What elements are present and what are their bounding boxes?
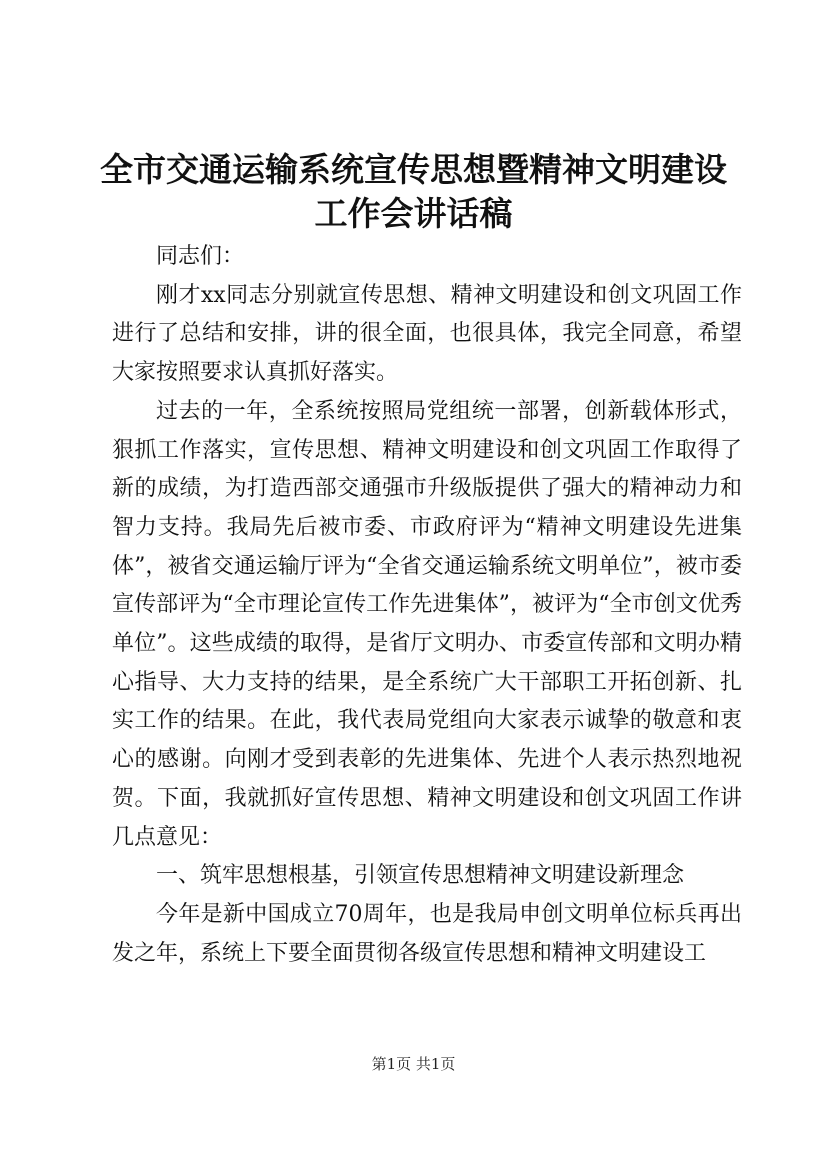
document-title: 全市交通运输系统宣传思想暨精神文明建设工作会讲话稿 [100, 150, 727, 233]
document-body [112, 238, 742, 973]
paragraph-2: 过去的一年，全系统按照局党组统一部署，创新载体形式，狠抓工作落实，宣传思想、精神文明建设和创文巩固工作取得了新的成绩，为打造西部交通强市升级版提供了强大的精神动力和智力支持。我局先后被市委、市政府评为“精神文明建设先进集体”，被省交通运输厅评为“全省交通运输系统文明单位”，被市委宣传部评为“全市理论宣传工作先进集体”，被评为“全市创文优秀单位”。这些成绩的取得，是省厅文明办、市委宣传部和文明办精心指导、大力支持的结果，是全系统广大干部职工开拓创新、扎实工作的结果。在此，我代表局党组向大家表示诚挚的敬意和衷心的感谢。向刚才受到表彰的先进集体、先进个人表示热烈地祝贺。下面，我就抓好宣传思想、精神文明建设和创文巩固工作讲几点意见： [112, 398, 742, 850]
section-heading-1: 一、筑牢思想根基，引领宣传思想精神文明建设新理念 [156, 863, 685, 889]
paragraph-3: 今年是新中国成立70周年，也是我局申创文明单位标兵再出发之年，系统上下要全面贯彻各级宣传思想和精神文明建设工 [112, 901, 742, 966]
paragraph-1: 刚才xx同志分别就宣传思想、精神文明建设和创文巩固工作进行了总结和安排，讲的很全面，也很具体，我完全同意，希望大家按照要求认真抓好落实。 [112, 282, 742, 386]
page-footer: 第1页 共1页 [371, 1055, 456, 1073]
paragraph-salutation: 同志们： [156, 244, 245, 269]
